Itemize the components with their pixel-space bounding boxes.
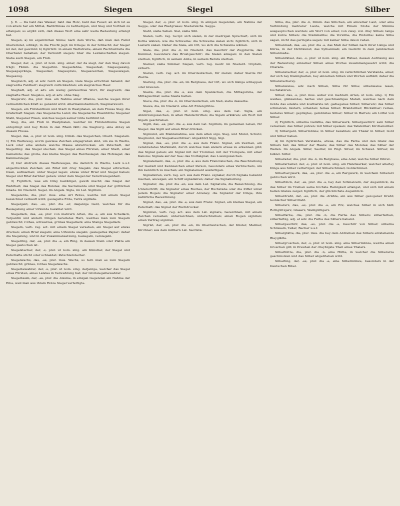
entry-paragraph: Siegeln, verb. reg. act. mit einem Siegel versehen, ein Siegel auf etwas drucken; einen Brief siegeln; eine Urkunde siegeln; gesiegeltes Papier; daher die Siegelung, und in der Zusammensetzung, besiegeln, versiegeln. xyxy=(6,225,130,239)
entry-paragraph: Signal, das, -es, plur. die -e, aus dem Franz. Signal, ein Zeichen, ein verabredetes Merkmahl, durch welches man andern etwas zu erkennen gibt; das Signal geben; ein Signal mit der Trommel, mit der Trompete, mit einer Kanone; Signale auf der See; das Nothsignal; das Losungszeichen. xyxy=(138,141,262,159)
entry-paragraph: Siemer, siehe Simmer. Siepen, verb. reg. neutr. im Niederd. tröpfeln, sickern. xyxy=(138,61,262,71)
entry-paragraph: Silber, das, -s, plur. inus. außer von mehrern Arten, ut nom. sing. 1) Ein weißes, glänzendes, hartes und geschmeidiges Metall, welches nach dem Golde das edelste und kostbarste ist; gediegenes Silber; Silbererz; das Silber schmelzen, läutern, scheiden; feines Silber; Brandsilber; Blicksilber; reines, lauteres Silber; geprägtes, gemünztes Silber; Silber in Barren; ein Löffel von Silber. xyxy=(270,93,394,120)
entry-paragraph: Silberbergwerk, das, -es, plur. die -e, ein Bergwerk, in welchem Silbererz gebrochen wird. xyxy=(270,170,394,180)
entry-paragraph: 2) Der Abdruck dieses Werkzeuges, die dadurch in Wachs, Lack u.s.f. abgedruckten Zeichen; ein Brief mit drey Siegeln; das Siegel erbrechen, lösen, aufmachen; unter Siegel legen; etwas unter Brief und Siegel haben; Siegel und Brief darüber geben; unter dem Siegel der Verschwiegenheit. xyxy=(6,161,130,179)
entry-paragraph: 3) Figürlich, was ein Ding bestätiget, gewiß macht; das Siegel der Wahrheit; das Siegel des Bundes; die Sacramente sind Siegel der göttlichen Gnade. Im Niederd. Segel, im Angels. Sigle, im Lat. Sigillum. xyxy=(6,179,130,193)
entry-paragraph: Siegen, ein Fürstenthum und Stadt in Westphalen, an dem Flusse Sieg; die Grafschaft Siegen; das Siegensche Land; die Siegensche Eisenhütte; Siegener Stahl, Siegener Eisen, welches wegen seiner Güte berühmt ist. xyxy=(6,106,130,120)
entry-paragraph: Sigmund, ein Mannsnahme, aus dem alten sigu, Sieg, und Mund, Schutz; Siegmund, der Siegesbeschützer; Abgekürzt Sigg, Sigi. xyxy=(138,131,262,141)
column-right xyxy=(270,20,394,502)
entry-paragraph: Sigill, das, -es, plur. die -e, aus dem Lat. Sigillum, im gemeinen Leben, für Siegel; das Sigill auf einen Brief drücken. xyxy=(138,122,262,131)
entry-paragraph: Siegelbaum, der, -es, plur. die -bäume, in einigen Gegenden ein Nahme der Eibe, weil man aus ihrem Holze Siegel verfertigte. xyxy=(6,276,130,285)
entry-paragraph: §. 8. — Da bald das Wasser, bald das Holz, bald das Feuer; an sich ist es von alters her ein Mittel, Bedürfnisse zu befriedigen, und Sieg und Vortheil zu erlangen; so ergibt sich, daß dieses Wort eine sehr weite Bedeutung erlangt hat. xyxy=(6,20,130,38)
entry-paragraph: Signet, das, -es, plur. die -e, aus dem Franz. Signet, ein kleines Siegel, ein Petschaft; das Signet der Buchdrucker. xyxy=(138,200,262,209)
entry-paragraph: Silberfarbe, die, plur. die -n, die Farbe des Silbers; silberfarben, silberfarbig, adj. et adv. die Farbe des Silbers habend. xyxy=(270,212,394,221)
entry-paragraph: Silberling, der, -es, plur. die -e, eine Silbermünze, besonders in der Deutschen Bibel. xyxy=(270,259,394,268)
entry-paragraph: Siegen, a) im eigentlichen Sinne; nach dem Worte, daß man den Feind überwindet, schlägt, in die Flucht jagt; im Kriege; in der Schlacht; der Sieger ist der, der gewinnt; b) figürlich: in einem Wettstreite, einem Rechtsstreite die Oberhand behalten; der Vernunft siegen; über die Leidenschaften siegen. Siehe auch Siegen, ein Fluß. xyxy=(6,38,130,60)
entry-paragraph: Siesta, die, plur. die -s, aus dem Spanischen, die Mittagsruhe, der Mittagsschlaf; seine Siesta halten. xyxy=(138,89,262,98)
entry-paragraph: Siegel, der, -s, plur. ut nom. sing. in einigen Gegenden, ein Nahme der Segge, oder des Riedgrases; Niedersächs. Segge. xyxy=(138,20,262,29)
entry-paragraph: Siegelbewahrer, der, -s, plur. ut nom. sing. derjenige, welcher das Siegel eines Fürsten, eines Landes in Verwahrung hat; der Großsiegelbewahrer. xyxy=(6,266,130,276)
text-columns xyxy=(6,20,394,502)
entry-paragraph: Signalement, das, -s, plur. die -s, aus dem Französischen, die Beschreibung der Gestalt und Kennzeichen einer Person, besonders eines Verbrechers, um ihn kenntlich zu machen; ein Signalement ausfertigen. xyxy=(138,159,262,172)
entry-paragraph: Silberblick, der, -es, plur. die -e, bey den Schmelzern, der Augenblick, da das Silber im Treiben seine höchste Reinigkeit erlanget, und sich mit einem hellen Glanze zeiget; figürlich, der glücklichste Augenblick. xyxy=(270,180,394,194)
entry-paragraph: Silberarbeiter, der, -s, plur. ut nom. sing. ein Handwerker, welcher allerley Dinge aus Silber verfertiget; der Silberschmied, Goldschmied. xyxy=(270,161,394,170)
entry-paragraph: Sigel, das, -s, plur. ut nom. sing. aus dem Lat. Sigla, ein Abkürzungszeichen, in alten Handschriften; die Sigeln erklären; ein Wort mit Sigeln geschrieben. xyxy=(138,108,262,122)
entry-paragraph: Silbenrätsel, das, -s, plur. ut nom. sing. ein Rätsel, dessen Auflösung aus der Bedeutung einzelner Silben eines Wortes zusammengesetzt wird; die Charade. xyxy=(270,56,394,70)
header-center-word: Siegel xyxy=(187,5,213,14)
entry-paragraph: Sieg, die, ein Fluß in Westphalen, welcher im Fürstenthume Siegen entspringt und bey Bonn in den Rhein fällt; die Siegburg, eine Abtey an diesem Flusse. xyxy=(6,120,130,134)
entry-paragraph: Silbenstecher, der, -s, plur. ut nom. sing. im verächtlichen Verstande, einer, der sich bey Kleinigkeiten, bey einzelnen Silben und Worten aufhält; daher die Silbenstecherey. xyxy=(270,69,394,83)
entry-paragraph: Silbenmaß, das, -es, plur. die -e, das Maß der Silben nach ihrer Länge und Kürze, in der Dichtkunst; das Sylbenmaß; ein Gedicht in dem jambischen Silbenmaße. xyxy=(270,42,394,56)
entry-paragraph: Sieghaft, adj. et adv. ein wenig gebrauchtes Wort, für siegreich; das sieghafte Heer. Siegslos, adj. et adv. ohne Sieg. xyxy=(6,88,130,97)
entry-paragraph: Silbererz, das, -es, plur. die -e, ein Erz, welches Silber in sich hält; Rothgültigerz, Glaserz, Weißgültigerz. xyxy=(270,203,394,212)
entry-paragraph: 3) Silbergeld, Silbermünze; in Silber bezahlen; ein Thaler in Silber; Gold und Silber haben. xyxy=(270,129,394,138)
entry-paragraph: Siegreich, adj. et adv. reich an Siegen, viele Siege erfochten habend; der siegreiche Feldherr; siegreich zurückkehren; ein siegreiches Heer. xyxy=(6,78,130,88)
entry-paragraph: Silberader, die, plur. die -n, im Bergbaue, eine Ader, welche Silber führet. xyxy=(275,156,391,161)
entry-paragraph: Siegwurz, die, plur. inus. ein Nahme einer Pflanze, welche wegen ihrer vermeintlichen Kraft so genannt wird; Allermannsharnisch, Siegmarswurz. xyxy=(6,97,130,106)
entry-paragraph: Sigrist, der, -en, plur. die -en, im Oberdeutschen, der Küster, Meßner, Kirchner; aus dem mittlern Lat. Sacrista. xyxy=(138,223,262,232)
entry-paragraph: Siegelring, der, -es, plur. die -e, ein Ring, in dessen Stein oder Platte ein Siegel gestochen ist. xyxy=(6,239,130,248)
entry-paragraph: Sielen, verb. reg. recipr. sich sielen, in der niedrigen Sprechart, sich im Kothe wälzen, wie die Schweine; die Schweine sielen sich; figürlich, sich in Lastern sielen. Daher die Siele, ein Ort, wo sich die Schweine wälzen. xyxy=(138,34,262,48)
entry-paragraph: Signiren, verb. reg. act. aus dem Lat. signare, bezeichnen, mit einem Zeichen versehen; unterzeichnen, unterschreiben; einen Bogen signiren; einen Vertrag signiren. xyxy=(138,209,262,223)
entry-paragraph: Sieht, siehe Sehen. Siel, siehe Sihl. xyxy=(143,29,199,34)
entry-paragraph: Siegelstecher, der, -s, plur. ut nom. sing. ein Künstler, der Siegel und Petschafte sticht oder schneidet; Petschierstecher. xyxy=(6,248,130,257)
entry-paragraph: Siegelgeld, das, -es, plur. die -er, dasjenige Geld, welches für die Besiegelung einer Urkunde bezahlet wird. xyxy=(6,202,130,211)
column-middle xyxy=(138,20,262,502)
column-left xyxy=(6,20,130,502)
entry-paragraph: Sierung, die, plur. die -en, im Bergbaue, der Ort, wo sich Gänge schleppen oder kreuzen. xyxy=(138,80,262,89)
entry-paragraph: Sieger, der, -s, plur. ut nom. sing. einer, der da siegt, der den Sieg davon trägt; Fämin. die Siegerinn. Siegesfahne, Siegesfest, Siegesgesang, Siegesgepränge, Siegeslied, Siegespreis, Siegeszeichen, Siegeswagen, Siegeszug. xyxy=(6,60,130,78)
entry-paragraph: Siegel, das, -s, plur. ut nom. sing. Dimin. das Siegelchen, Oberd. Siegelein. 1) Ein Werkzeug, worin gewisse Zeichen eingegraben sind, um sie in Wachs, Lack oder eine andere weiche Masse abzudrucken; ein Petschaft, der Siegelring; das Siegel stechen; das Siegel eines Fürsten, einer Stadt, einer Gemeinde; das große, das kleine Siegel; das Reichssiegel; das Hofsiegel; das Kammersiegel. xyxy=(6,134,130,161)
entry-paragraph: Silberdraht, der, -es, plur. die -drähte, ein aus Silber gezogener Draht; leonischer Silberdraht. xyxy=(270,193,394,203)
entry-paragraph: Silberhütte, die, plur. die -n, eine Hütte, in welcher die Silbererze geschmolzen und das Silber abgetrieben wird. xyxy=(270,249,394,259)
entry-paragraph: Silbergeschirr, das, -es, plur. die -e, Geschirr von Silber; silberne Schüsseln, Teller, Becher u.s.f. xyxy=(270,221,394,231)
entry-paragraph: Silbergroschen, der, -s, plur. ut nom. sing. eine Silbermünze, welche einen Groschen gilt; in Preußen der dreyßigste Theil eines Thalers. xyxy=(270,240,394,249)
entry-paragraph: Signalisiren, verb. reg. act. aus dem Franz. signaler, durch Signale bekannt machen, anzeigen; ein Schiff signalisiren; daher die Signalisirung. xyxy=(138,172,262,182)
entry-paragraph: Sieve, die, plur. die -n, im Oberdeutschen, ein Sieb, siehe dasselbe. xyxy=(143,98,249,103)
page-header xyxy=(6,4,394,17)
entry-paragraph: Siegellack, das, -es, plur. von mehrern Arten, die -e, ein aus Schellack, Terpentin und andern Dingen bereitetes Harz, welches man zum Siegeln gebraucht; rothes, schwarzes, grünes Siegellack; eine Stange Siegellack. xyxy=(6,211,130,225)
entry-paragraph: Silberglätte, die, plur. inus. die bey dem Abtreiben des Silbers entstehende Bleyglätte. xyxy=(270,231,394,240)
header-left-word: Siegen xyxy=(104,5,133,14)
page-number: 1098 xyxy=(8,5,29,14)
entry-paragraph: Siele, die, plur. die -n, im Niederd. das Geschirr der Zugpferde, das Kummet, besonders das Brustgeschirr; die Sielen anlegen; in den Sielen sterben, figürlich, in seinem Amte, in seinem Berufe sterben. xyxy=(138,47,262,61)
entry-paragraph: Siegelwachs, das, -es, plur. inus. Wachs, so fern man es zum Siegeln gebraucht; grünes, rothes Siegelwachs. xyxy=(6,257,130,267)
entry-paragraph: 4) Im figürlichen Verstande, etwas, das die Farbe und den Glanz des Silbers hat; das Silber der Haare; das Silber des Mondes; das Silber der Wellen. Im Angels. Silfer, Seolfer, im Engl. Silver, im Schwed. Silfver, im Isländ. Silfur. xyxy=(270,138,394,156)
entry-paragraph: Signatur, die, plur. die -en, aus dem Lat. Signatura, die Bezeichnung, die Unterschrift; die Signatur eines Buches, der Buchstabe oder die Ziffer unter jedem Bogen; die Signatur einer Arzeney; die Signatur der Dinge, ihre natürliche Bezeichnung. xyxy=(138,182,262,200)
entry-paragraph: Siewe, die, im Niederd. eine Art Entengrütze. xyxy=(143,103,215,108)
entry-paragraph: Silbe, die, plur. die -n, Dimin. das Silbchen, ein einzelner Laut, oder eine Verbindung mehrerer Laute, welche mit Einem Stoße der Stimme ausgesprochen werden; ein Wort von einer, von zwey, von drey Silben; lange und kurze Silben; die Stammsilbe; die Vorsilbe, die Endsilbe; keine Silbe sagen, nicht das geringste sagen; mit keiner Silbe davon reden. xyxy=(270,20,394,42)
entry-paragraph: Siegelerde, die, plur. inus. eine Art Bolus, welche mit einem Siegel bezeichnet verkauft wird; gesiegelte Erde, Terra sigillata. xyxy=(6,192,130,202)
header-right-word: Silber xyxy=(364,5,390,14)
entry-paragraph: 2) Figürlich, silberne Geräthe, das Silberwerk, Silbergeschirr; sein Silber versetzen; das Silber putzen; mit Silber speisen; das Tafelsilber; Kirchensilber. xyxy=(270,119,394,129)
entry-paragraph: Sieren, verb. reg. act. im Oberdeutschen, für zieren; daher Sierde für Zierde. xyxy=(138,70,262,80)
entry-paragraph: Silbenweise, adv. nach Silben, Silbe für Silbe; silbenweise lesen, buchstabiren. xyxy=(270,83,394,93)
